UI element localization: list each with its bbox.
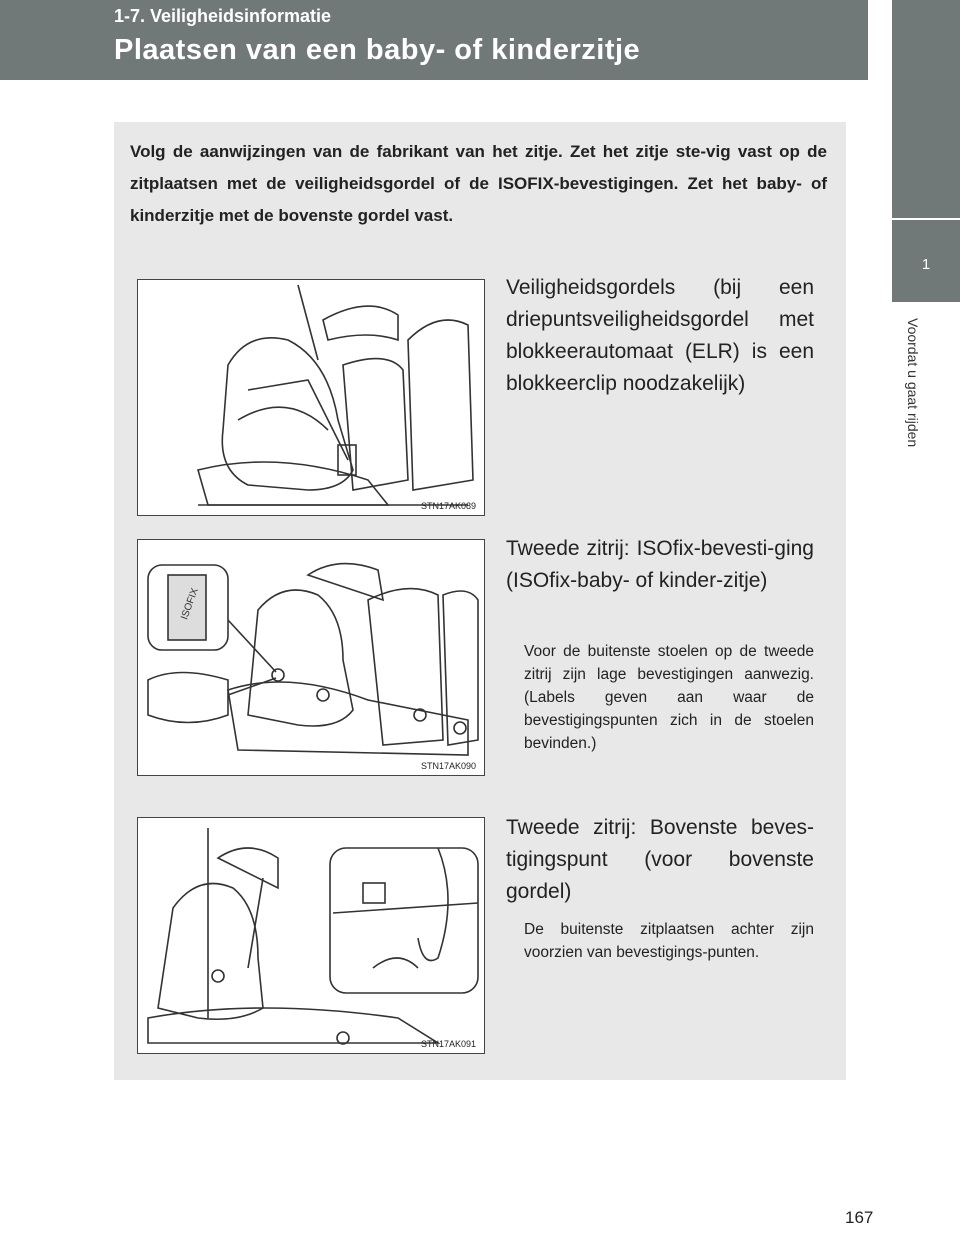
figure-code: STN17AK089 (420, 501, 476, 511)
item-description-3: De buitenste zitplaatsen achter zijn voorzien van bevestigings-punten. (524, 921, 814, 961)
top-tether-illustration (138, 818, 484, 1053)
page-number: 167 (845, 1208, 874, 1227)
figure-seatbelt-child-seat (137, 279, 485, 516)
figure-isofix (137, 539, 485, 776)
figure-code: STN17AK090 (420, 761, 476, 771)
child-seat-illustration (138, 280, 484, 515)
figure-top-tether (137, 817, 485, 1054)
side-tab-top (892, 0, 960, 218)
page-header (0, 0, 868, 80)
content-panel (114, 122, 846, 1080)
figure-code: STN17AK091 (420, 1039, 476, 1049)
chapter-title-vertical: Voordat u gaat rijden (905, 318, 921, 448)
item-heading-1: Veiligheidsgordels (bij een driepuntsveiligheidsgordel met blokkeerautomaat (ELR) is een blokkeerclip noodzakelijk) (506, 276, 814, 395)
item-heading-2: Tweede zitrij: ISOfix-bevesti-ging (ISOfix-baby- of kinder-zitje) (506, 537, 814, 592)
page-title: Plaatsen van een baby- of kinderzitje (114, 34, 641, 66)
item-heading-3: Tweede zitrij: Bovenste beves-tigingspunt (voor bovenste gordel) (506, 816, 814, 903)
intro-paragraph: Volg de aanwijzingen van de fabrikant van het zitje. Zet het zitje ste-vig vast op de zitplaatsen met de veiligheidsgordel of de ISOFIX-bevestigingen. Zet het baby- of kinderzitje met de bovenste gordel vast. (130, 142, 827, 225)
isofix-illustration (138, 540, 484, 775)
section-title: 1-7. Veiligheidsinformatie (114, 6, 332, 26)
item-description-2: Voor de buitenste stoelen op de tweede zitrij zijn lage bevestigingen aanwezig. (Labels geven aan waar de bevestigingspunten zich in de stoelen bevinden.) (524, 643, 814, 752)
chapter-number-tab: 1 (892, 218, 960, 302)
isofix-label: ISOFIX (179, 586, 201, 622)
